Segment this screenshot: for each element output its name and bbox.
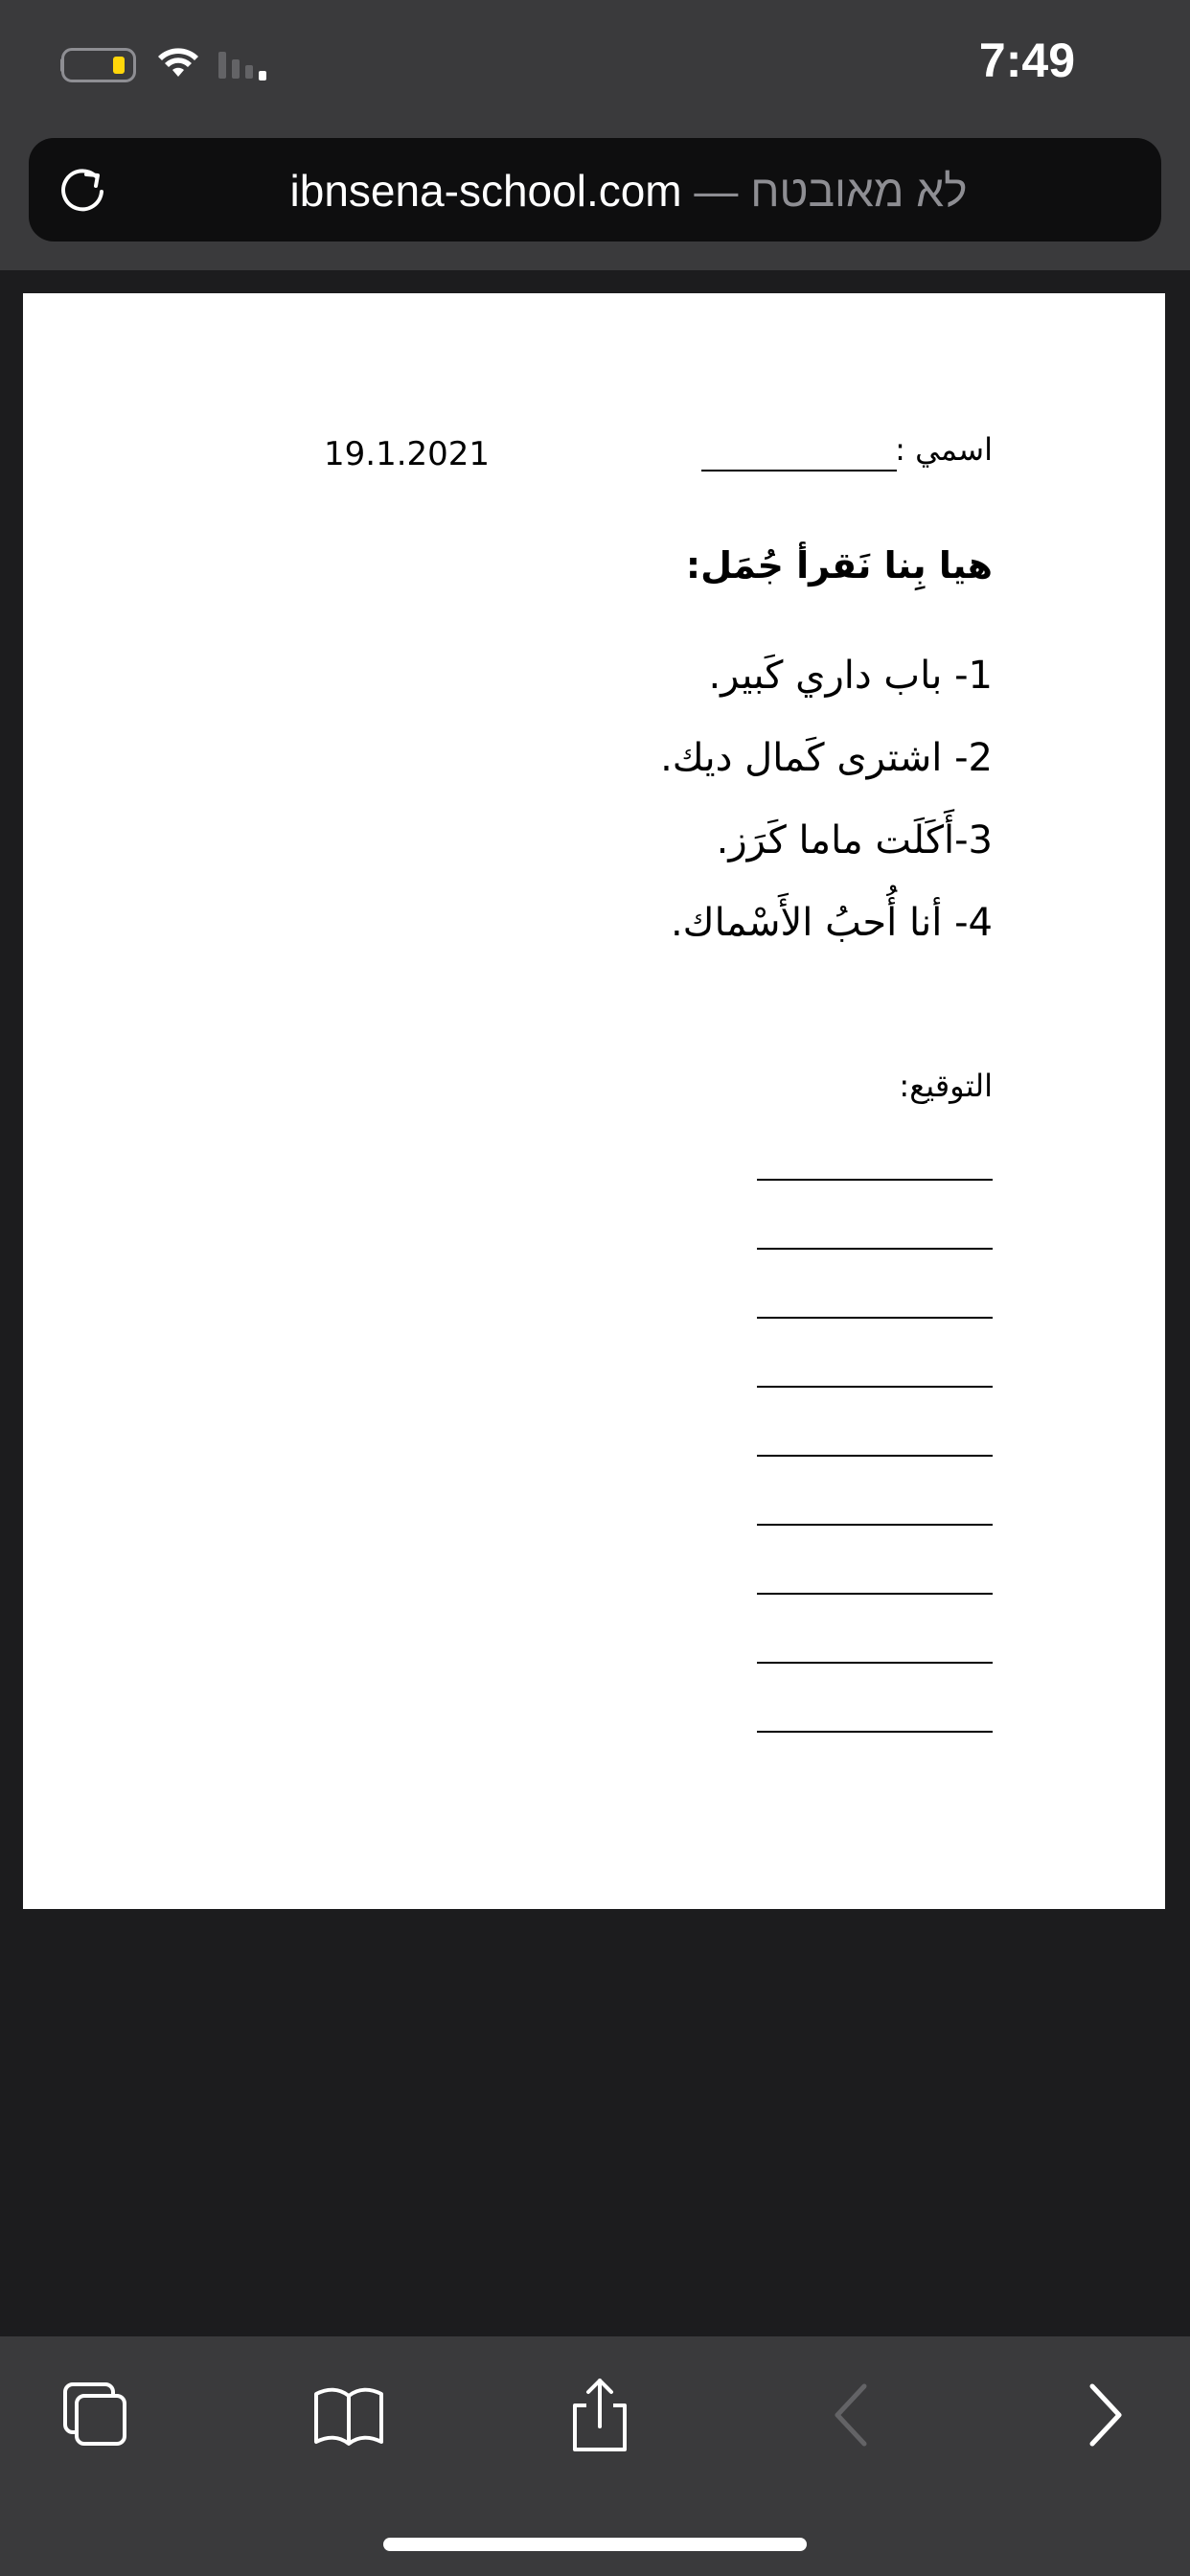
bookmarks-icon[interactable]	[309, 2375, 389, 2455]
signature-line	[757, 1248, 993, 1250]
not-secure-note: לא מאובטח	[750, 166, 968, 216]
share-icon[interactable]	[560, 2375, 640, 2455]
document-page	[23, 293, 1165, 1909]
url-text[interactable]	[134, 165, 1123, 217]
url-domain: ibnsena-school.com	[289, 166, 682, 216]
tabs-icon[interactable]	[56, 2375, 136, 2455]
sentence-3: 3-أَكَلَت ماما كَرَز.	[716, 818, 993, 862]
battery-icon	[61, 48, 136, 82]
address-bar-container	[0, 134, 1190, 270]
signature-line	[757, 1524, 993, 1526]
signature-label: التوقيع:	[899, 1068, 993, 1104]
status-bar	[0, 0, 1190, 134]
sentence-4: 4- أنا أُحبُ الأَسْماك.	[670, 901, 993, 945]
reload-icon[interactable]	[57, 165, 109, 217]
name-blank-line	[701, 470, 897, 472]
battery-cap	[60, 58, 64, 72]
signature-line	[757, 1662, 993, 1664]
signature-line	[757, 1179, 993, 1181]
back-icon[interactable]	[812, 2375, 893, 2455]
battery-level	[113, 57, 125, 74]
clock: 7:49	[978, 34, 1075, 87]
signature-line	[757, 1317, 993, 1319]
document-date: 19.1.2021	[324, 435, 491, 473]
home-indicator[interactable]	[383, 2538, 807, 2551]
signature-line	[757, 1386, 993, 1388]
signal-icon	[218, 48, 276, 82]
sentence-1: 1- باب داري كَبير.	[708, 654, 993, 698]
wifi-icon	[157, 48, 199, 82]
sentence-2: 2- اشترى كَمال ديك.	[660, 736, 993, 780]
forward-icon[interactable]	[1064, 2375, 1144, 2455]
signature-line	[757, 1455, 993, 1457]
signature-line	[757, 1731, 993, 1733]
document-heading: هيا بِنا نَقرأ جُمَل:	[685, 544, 993, 586]
address-bar[interactable]	[29, 138, 1161, 242]
signature-line	[757, 1593, 993, 1595]
url-separator: —	[681, 166, 751, 216]
name-label: اسمي :	[895, 431, 993, 468]
